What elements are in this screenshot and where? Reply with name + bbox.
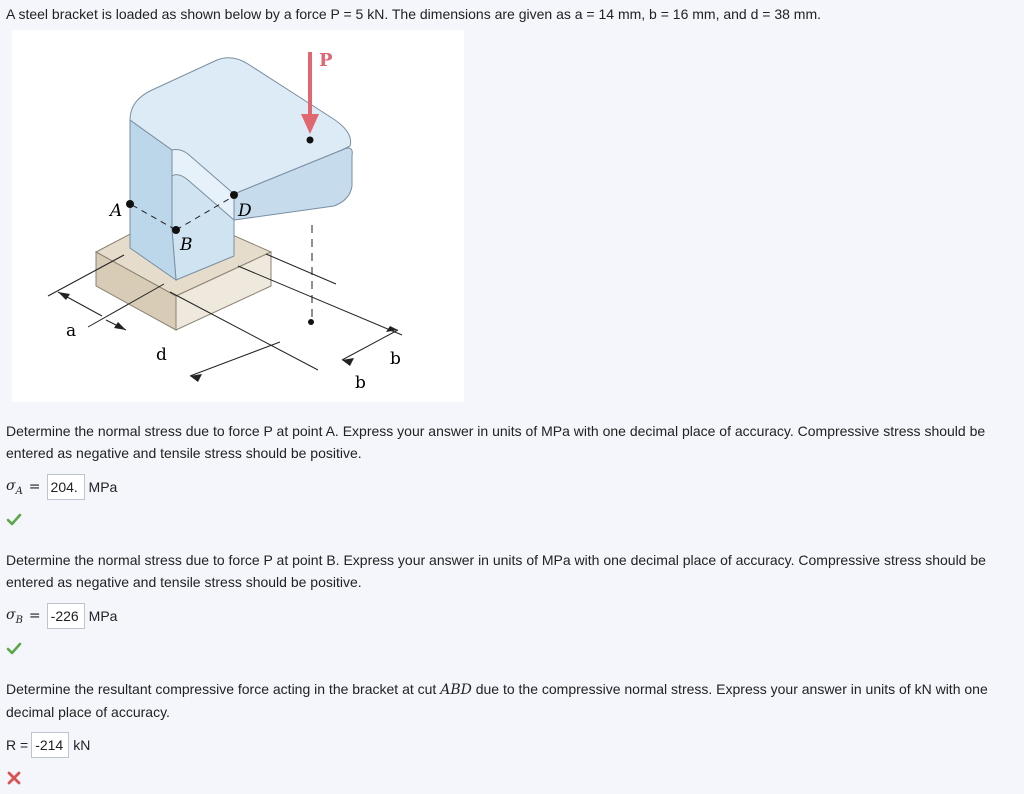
label-b-lower: b	[355, 373, 366, 393]
label-a: a	[66, 321, 77, 341]
question-2-text: Determine the normal stress due to force P at point B. Express your answer in units of MPa with one decimal place of accuracy. Compressive stress should be entered as negative and tensile stress should be positive.	[6, 552, 986, 590]
sigma-B-input[interactable]: -226	[47, 603, 85, 629]
check-icon	[6, 511, 22, 527]
cut-label: ABD	[440, 682, 472, 698]
answer-row-1	[6, 473, 117, 501]
equals-sign: =	[28, 479, 41, 495]
sigma-A-input[interactable]: 204.	[47, 474, 85, 500]
point-D	[230, 191, 238, 199]
sigma-A-symbol: $\sigma_A$	[6, 477, 23, 497]
label-d: d	[156, 345, 167, 365]
unit-label: MPa	[88, 608, 118, 624]
cross-icon	[6, 770, 22, 786]
point-B	[172, 226, 180, 234]
answer-row-2	[6, 602, 117, 630]
check-icon	[6, 640, 22, 656]
unit-label: kN	[73, 737, 91, 753]
sigma-B-symbol: $\sigma_B$	[6, 606, 23, 626]
point-A	[126, 200, 134, 208]
label-D: D	[238, 201, 252, 221]
question-1-text: Determine the normal stress due to force P at point A. Express your answer in units of MPa with one decimal place of accuracy. Compressive stress should be entered as negative and tensile stress should be positive.	[6, 423, 986, 461]
bracket-diagram	[12, 30, 464, 402]
question-3-text: Determine the resultant compressive force acting in the bracket at cut ABD due to the compressive normal stress. Express your answer in units of kN with one decimal place of accuracy.	[6, 681, 988, 720]
equals-sign: =	[28, 608, 41, 624]
bracket-figure	[12, 30, 464, 402]
label-B: B	[180, 235, 193, 255]
label-A: A	[110, 201, 123, 221]
label-b-right: b	[390, 349, 401, 369]
load-projection-point	[308, 319, 314, 325]
problem-statement: A steel bracket is loaded as shown below by a force P = 5 kN. The dimensions are given as a = 14 mm, b = 16 mm, and d = 38 mm.	[6, 6, 822, 22]
answer-row-3	[6, 731, 90, 759]
resultant-label: R =	[6, 737, 29, 753]
unit-label: MPa	[88, 479, 118, 495]
label-P: P	[319, 50, 333, 71]
load-point	[307, 137, 314, 144]
resultant-input[interactable]: -214	[31, 732, 69, 758]
